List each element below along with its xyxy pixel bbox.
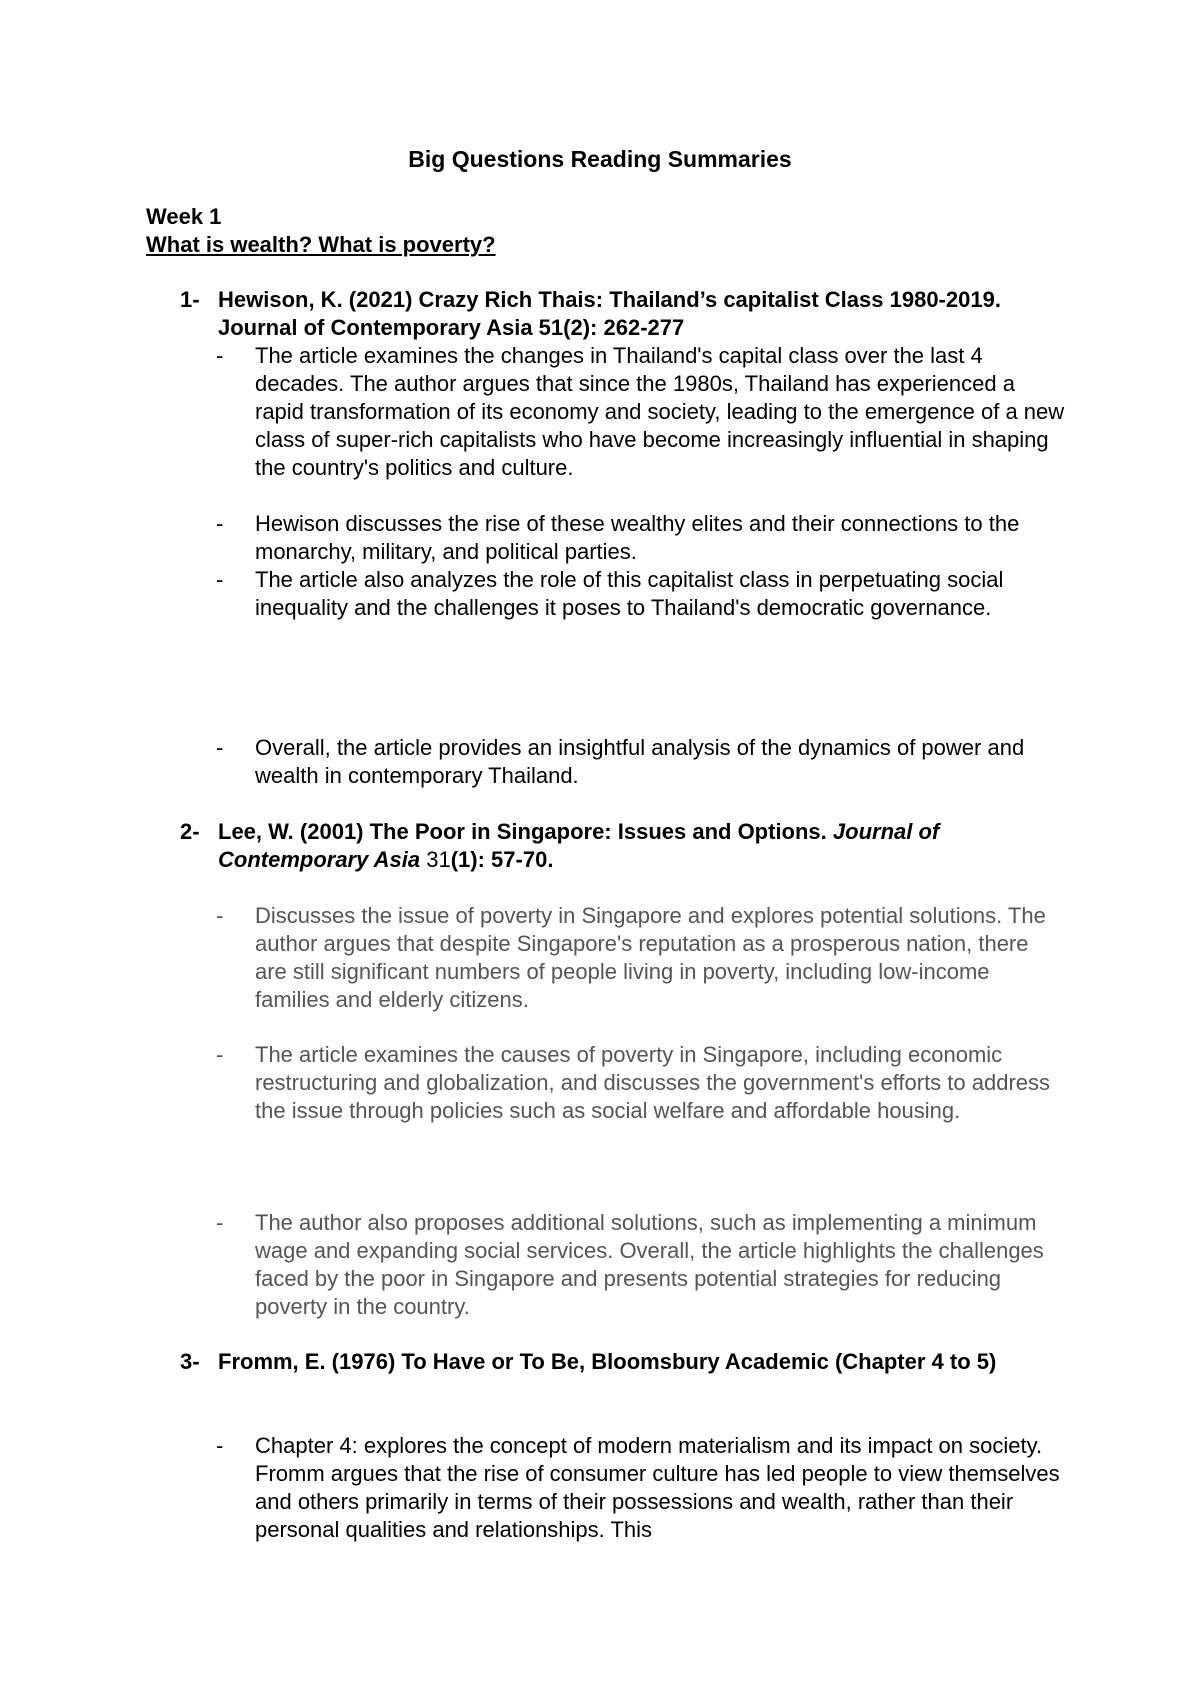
- citation-volume: 31: [420, 847, 451, 872]
- list-item: [216, 734, 1066, 790]
- list-item: [216, 342, 1066, 482]
- citation-journal: Journal of Contemporary Asia: [218, 819, 940, 872]
- bullet-text: The article examines the causes of poverty in Singapore, including economic restructuring and globalization, and discusses the government's efforts to address the issue through policies such as social welfare and affordable housing.: [255, 1042, 1051, 1123]
- bullet-dash: -: [216, 1210, 224, 1235]
- list-item: [216, 1432, 1066, 1544]
- list-item: [216, 1209, 1066, 1321]
- bullet-dash: -: [216, 1042, 224, 1067]
- list-item: [216, 902, 1066, 1014]
- reference-citation: Hewison, K. (2021) Crazy Rich Thais: Thailand’s capitalist Class 1980-2019. Journal of Contemporary Asia 51(2): 262-277: [218, 287, 1001, 340]
- list-item: [216, 1041, 1066, 1125]
- reference-citation: [218, 818, 1060, 874]
- bullet-dash: -: [216, 903, 224, 928]
- reference-citation: Fromm, E. (1976) To Have or To Be, Bloomsbury Academic (Chapter 4 to 5): [218, 1349, 997, 1374]
- list-item: [216, 510, 1066, 566]
- reference-number: 2-: [180, 819, 200, 844]
- section-question: What is wealth? What is poverty?: [146, 232, 496, 257]
- citation-text: Lee, W. (2001) The Poor in Singapore: Issues and Options.: [218, 819, 833, 844]
- citation-pages: (1): 57-70.: [450, 847, 554, 872]
- bullet-text: Overall, the article provides an insightful analysis of the dynamics of power and wealth in contemporary Thailand.: [255, 735, 1025, 788]
- reference-3: [180, 1348, 1060, 1376]
- reference-number: 3-: [180, 1349, 200, 1374]
- bullet-text: Discusses the issue of poverty in Singapore and explores potential solutions. The author argues that despite Singapore's reputation as a prosperous nation, there are still significant numbers of people living in poverty, including low-income families and elderly citizens.: [255, 903, 1046, 1012]
- week-heading: Week 1: [146, 204, 222, 229]
- bullet-dash: -: [216, 735, 224, 760]
- bullet-text: The article examines the changes in Thailand's capital class over the last 4 decades. The author argues that since the 1980s, Thailand has experienced a rapid transformation of its economy and society, leading to the emergence of a new class of super-rich capitalists who have become increasingly influential in shaping the country's politics and culture.: [255, 343, 1065, 480]
- bullet-text: Hewison discusses the rise of these wealthy elites and their connections to the monarchy, military, and political parties.: [255, 511, 1020, 564]
- bullet-dash: -: [216, 511, 224, 536]
- bullet-dash: -: [216, 567, 224, 592]
- list-item: [216, 566, 1066, 622]
- bullet-text: Chapter 4: explores the concept of modern materialism and its impact on society. Fromm argues that the rise of consumer culture has led people to view themselves and others primarily in terms of their possessions and wealth, rather than their personal qualities and relationships. This: [255, 1433, 1060, 1542]
- bullet-text: The article also analyzes the role of this capitalist class in perpetuating social inequality and the challenges it poses to Thailand's democratic governance.: [255, 567, 1004, 620]
- bullet-text: The author also proposes additional solutions, such as implementing a minimum wage and expanding social services. Overall, the article highlights the challenges faced by the poor in Singapore and presents potential strategies for reducing poverty in the country.: [255, 1210, 1044, 1319]
- bullet-dash: -: [216, 1433, 224, 1458]
- bullet-dash: -: [216, 343, 224, 368]
- reference-number: 1-: [180, 287, 200, 312]
- reference-2: [180, 818, 1060, 874]
- reference-1: [180, 286, 1060, 342]
- document-title: Big Questions Reading Summaries: [408, 146, 792, 172]
